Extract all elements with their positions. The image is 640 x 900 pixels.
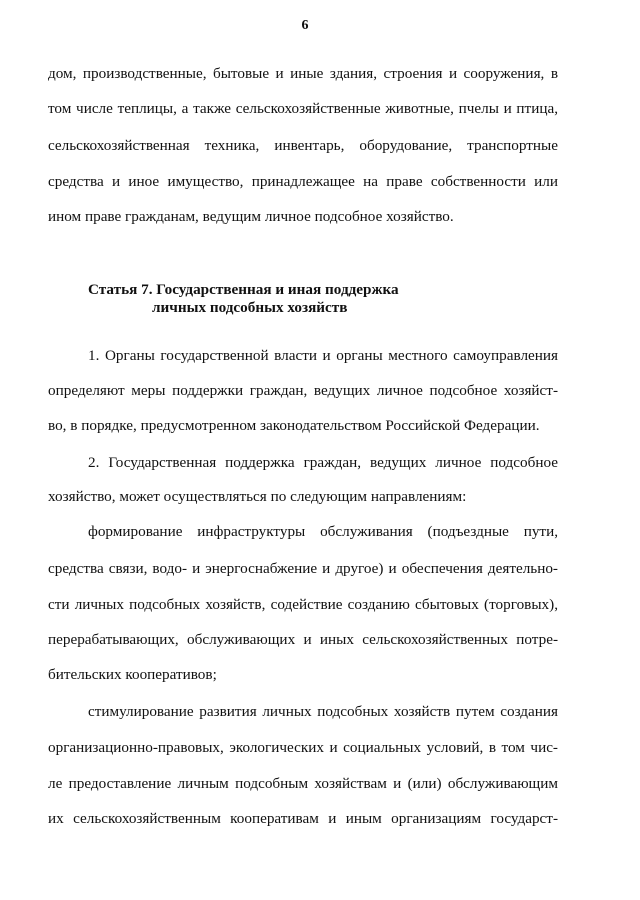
text-line: перерабатывающих, обслуживающих и иных сельскохозяйственных потре-	[48, 631, 558, 648]
text-line: ином праве гражданам, ведущим личное подсобное хозяйство.	[48, 208, 454, 225]
text-line: определяют меры поддержки граждан, ведущих личное подсобное хозяйст-	[48, 382, 558, 399]
text-line: дом, производственные, бытовые и иные здания, строения и сооружения, в	[48, 65, 558, 82]
text-line: ле предоставление личным подсобным хозяйствам и (или) обслуживающим	[48, 775, 558, 792]
article-heading-line: Статья 7. Государственная и иная поддержка	[88, 281, 399, 298]
page-number: 6	[301, 18, 309, 33]
text-line: 2. Государственная поддержка граждан, ведущих личное подсобное	[88, 454, 558, 471]
text-line: средства и иное имущество, принадлежащее на праве собственности или	[48, 173, 558, 190]
article-heading-line: личных подсобных хозяйств	[152, 299, 348, 316]
text-line: во, в порядке, предусмотренном законодательством Российской Федерации.	[48, 417, 540, 434]
text-line: средства связи, водо- и энергоснабжение и другое) и обеспечения деятельно-	[48, 560, 558, 577]
text-line: организационно-правовых, экологических и социальных условий, в том чис-	[48, 739, 558, 756]
text-line: сти личных подсобных хозяйств, содействие созданию сбытовых (торговых),	[48, 596, 558, 613]
text-line: 1. Органы государственной власти и органы местного самоуправления	[88, 347, 558, 364]
text-line: стимулирование развития личных подсобных хозяйств путем создания	[88, 703, 558, 720]
text-line: их сельскохозяйственным кооперативам и иным организациям государст-	[48, 810, 558, 827]
text-line: сельскохозяйственная техника, инвентарь, оборудование, транспортные	[48, 137, 558, 154]
text-line: бительских кооперативов;	[48, 666, 217, 683]
text-line: том числе теплицы, а также сельскохозяйственные животные, пчелы и птица,	[48, 100, 558, 117]
text-line: формирование инфраструктуры обслуживания (подъездные пути,	[88, 523, 558, 540]
text-line: хозяйство, может осуществляться по следующим направлениям:	[48, 488, 467, 505]
